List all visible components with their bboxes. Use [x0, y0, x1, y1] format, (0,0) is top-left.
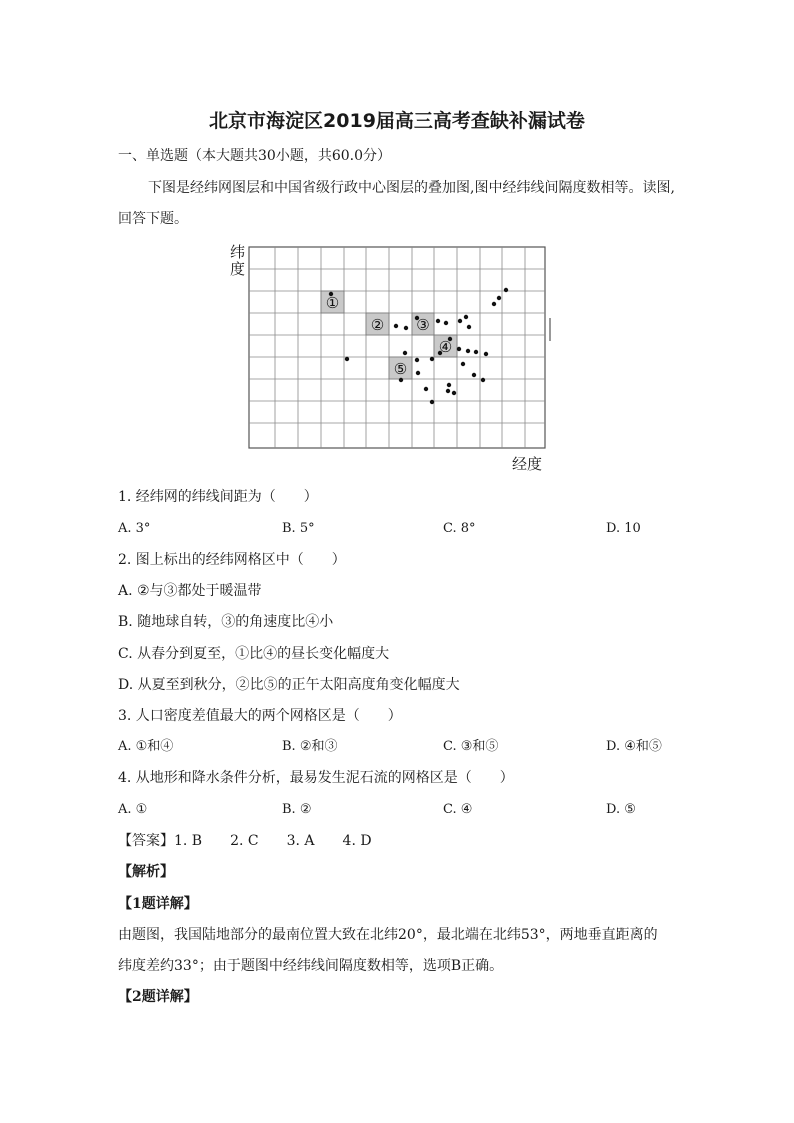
- section-heading: 一、单选题（本大题共30小题，共60.0分）: [118, 148, 391, 164]
- q4-option-b: B. ②: [282, 802, 312, 817]
- lat-lon-grid-figure: [228, 243, 558, 475]
- q4-option-d: D. ⑤: [606, 802, 636, 817]
- detail-1-line-1: 由题图，我国陆地部分的最南位置大致在北纬20°，最北端在北纬53°，两地垂直距离的: [118, 927, 658, 943]
- grid-label-4: ④: [438, 338, 453, 356]
- q4-option-a: A. ①: [118, 802, 148, 817]
- q2-option-c: C. 从春分到夏至，①比④的昼长变化幅度大: [118, 646, 390, 662]
- analysis-heading: 【解析】: [118, 864, 174, 880]
- q3-option-b: B. ②和③: [282, 739, 338, 754]
- q3-option-d: D. ④和⑤: [606, 739, 662, 754]
- q1-option-a: A. 3°: [118, 521, 151, 536]
- answer-line: 【答案】1. B 2. C 3. A 4. D: [118, 833, 372, 849]
- q1-option-c: C. 8°: [443, 521, 476, 536]
- detail-1-line-2: 纬度差约33°；由于题图中经纬线间隔度数相等，选项B正确。: [118, 958, 504, 974]
- x-axis-label: 经度: [512, 455, 543, 473]
- q2-option-b: B. 随地球自转，③的角速度比④小: [118, 614, 334, 630]
- q1-option-d: D. 10: [606, 521, 641, 536]
- q4-option-c: C. ④: [443, 802, 473, 817]
- q2-option-d: D. 从夏至到秋分，②比⑤的正午太阳高度角变化幅度大: [118, 677, 460, 693]
- intro-text-line2: 回答下题。: [118, 211, 188, 227]
- q3-option-a: A. ①和④: [118, 739, 174, 754]
- question-3-stem: 3. 人口密度差值最大的两个网格区是（ ）: [118, 708, 402, 724]
- grid-label-2: ②: [370, 316, 385, 334]
- page-title: 北京市海淀区2019届高三高考查缺补漏试卷: [209, 110, 585, 132]
- question-4-stem: 4. 从地形和降水条件分析，最易发生泥石流的网格区是（ ）: [118, 770, 514, 786]
- grid-map-svg: [228, 243, 558, 475]
- q3-option-c: C. ③和⑤: [443, 739, 499, 754]
- detail-1-heading: 【1题详解】: [118, 896, 198, 912]
- y-axis-label: 纬度: [230, 243, 246, 278]
- q1-option-b: B. 5°: [282, 521, 315, 536]
- grid-label-5: ⑤: [393, 360, 408, 378]
- grid-label-1: ①: [325, 294, 340, 312]
- detail-2-heading: 【2题详解】: [118, 989, 198, 1005]
- grid-label-3: ③: [416, 316, 430, 334]
- intro-text-line1: 下图是经纬网图层和中国省级行政中心图层的叠加图,图中经纬线间隔度数相等。读图,: [148, 180, 675, 196]
- question-2-stem: 2. 图上标出的经纬网格区中（ ）: [118, 552, 346, 568]
- q2-option-a: A. ②与③都处于暖温带: [118, 583, 262, 599]
- question-1-stem: 1. 经纬网的纬线间距为（ ）: [118, 489, 318, 505]
- map-frame: [249, 247, 545, 448]
